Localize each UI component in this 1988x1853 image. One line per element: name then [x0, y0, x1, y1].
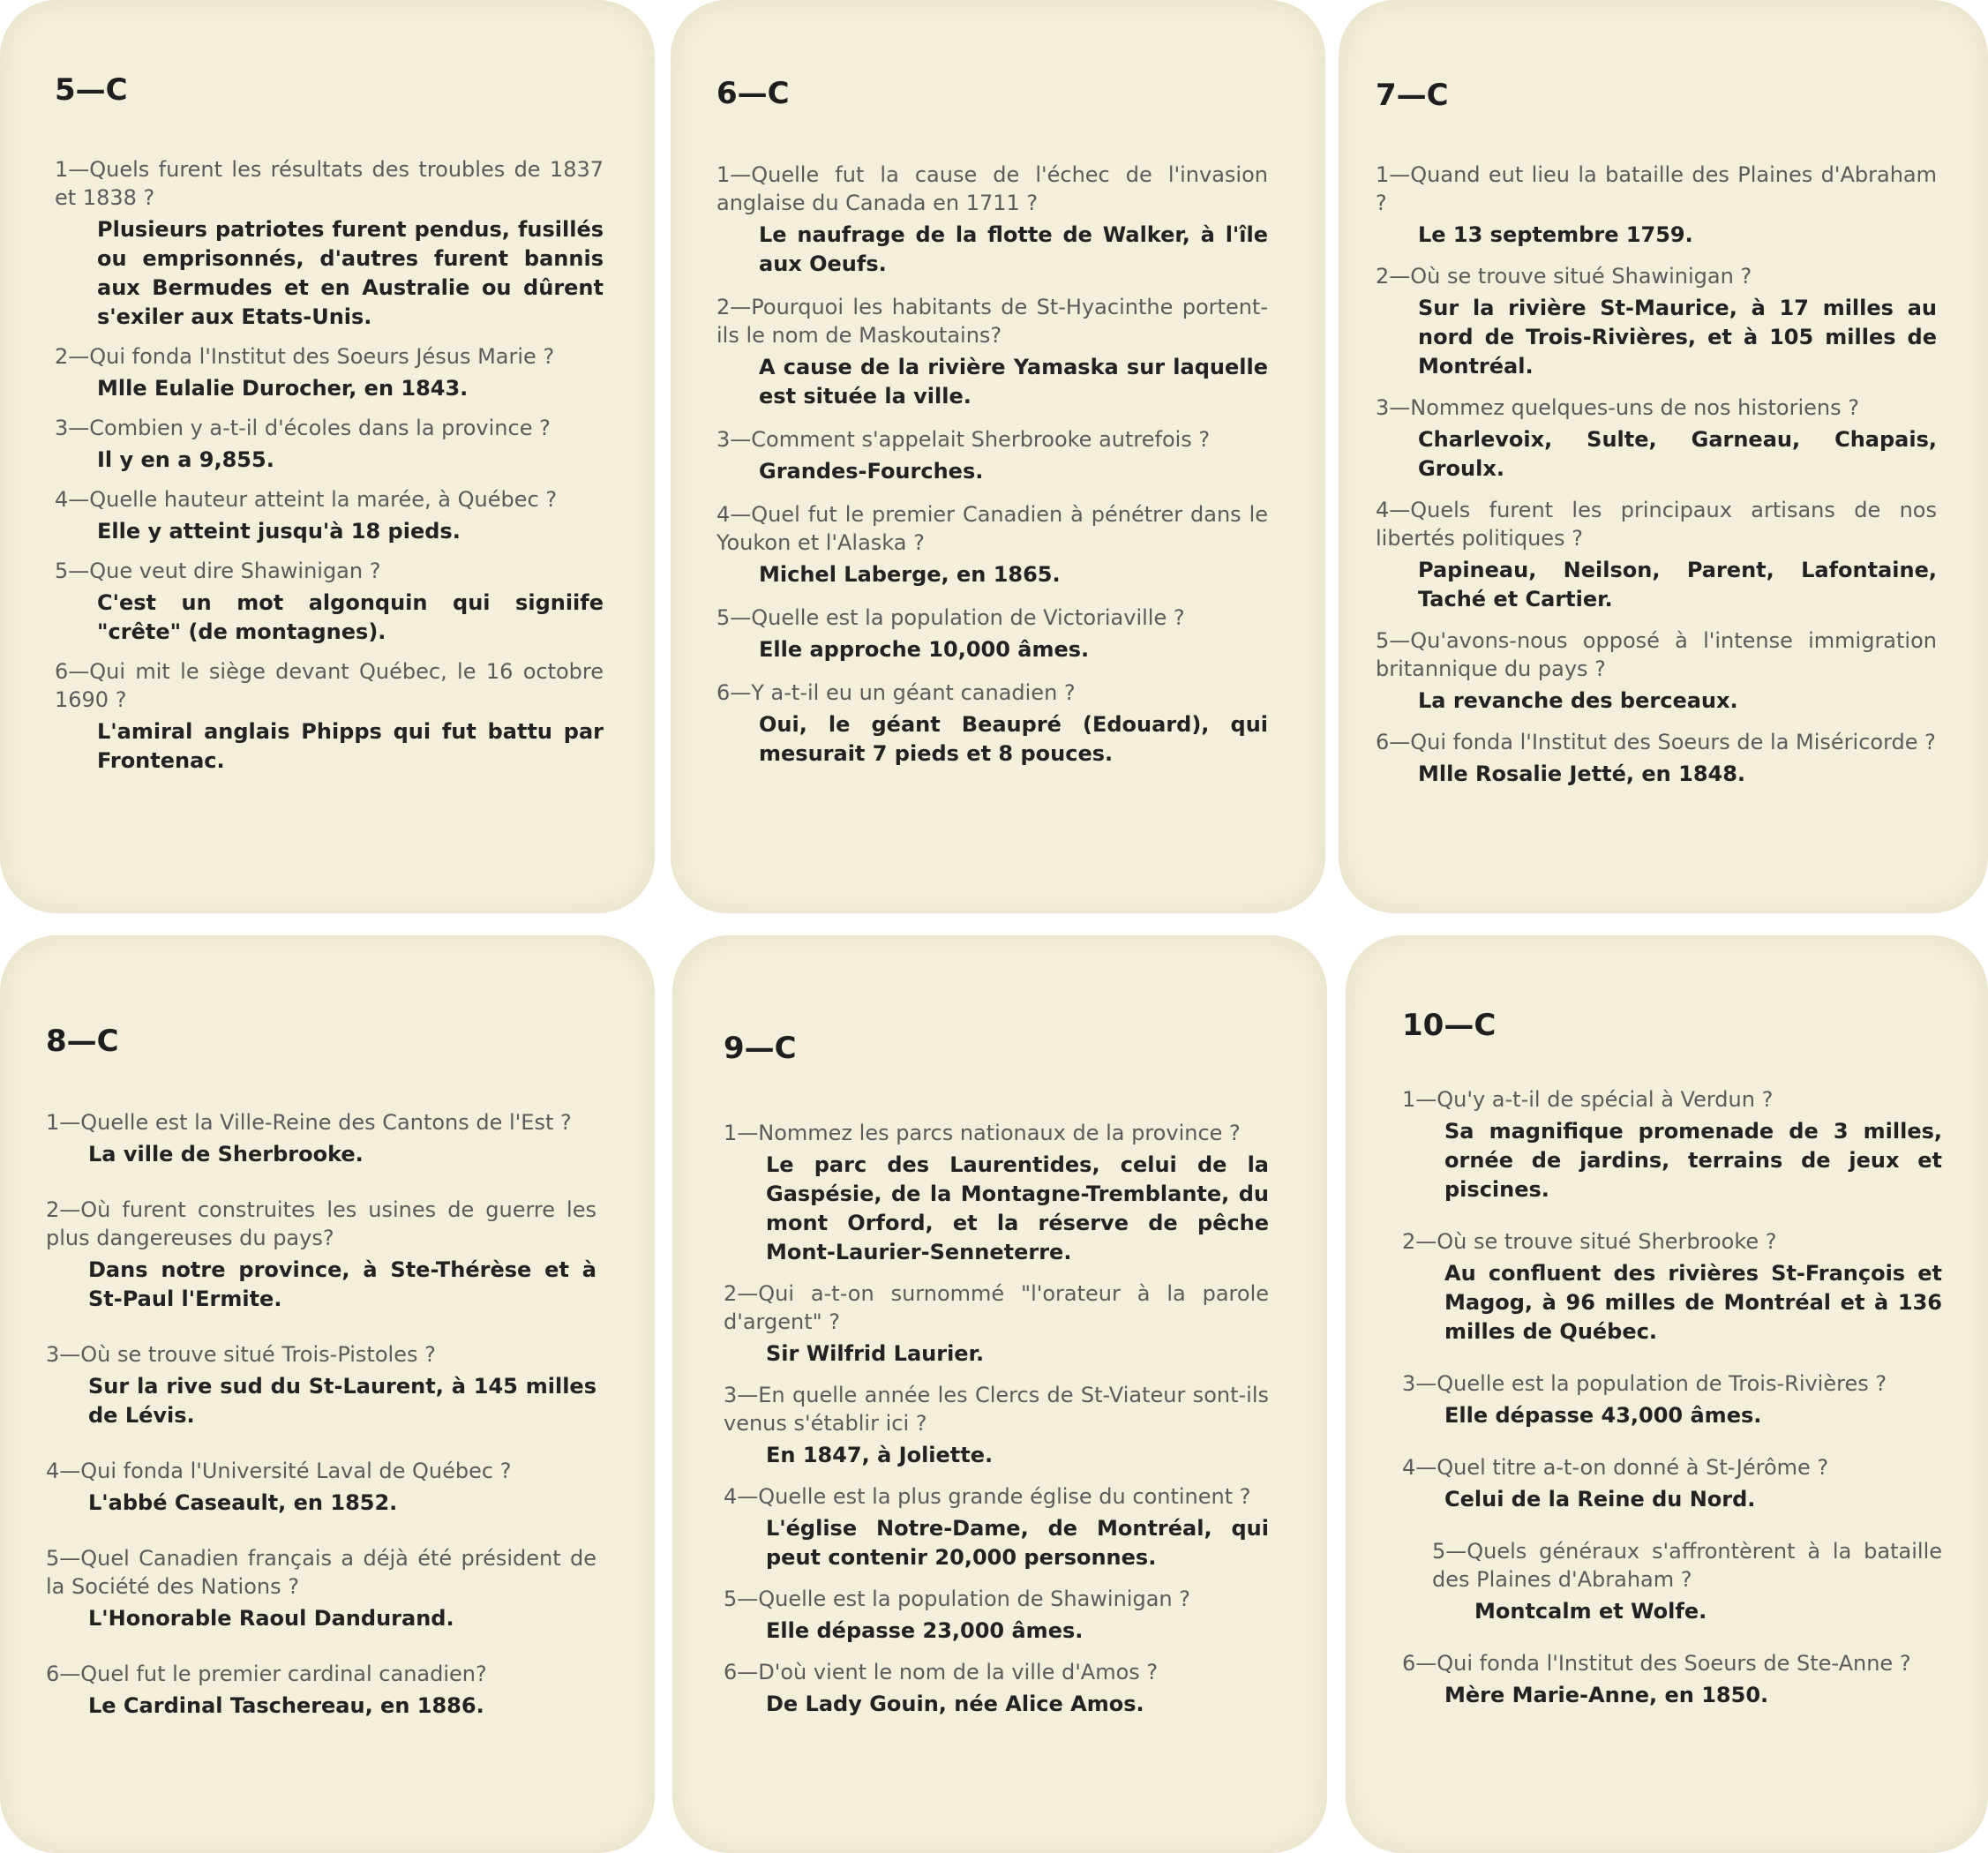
answer: Celui de la Reine du Nord.	[1444, 1487, 1756, 1512]
card-title: 7—C	[1376, 78, 1449, 113]
card-title: 8—C	[46, 1024, 119, 1059]
card-title: 10—C	[1402, 1008, 1497, 1043]
answer: La ville de Sherbrooke.	[88, 1142, 364, 1167]
qa-item	[1376, 262, 1937, 381]
question: 1—Qu'y a-t-il de spécial à Verdun ?	[1402, 1087, 1774, 1112]
qa-item	[716, 161, 1268, 279]
answer: De Lady Gouin, née Alice Amos.	[766, 1692, 1144, 1716]
answer: Il y en a 9,855.	[97, 447, 274, 472]
card-5c	[0, 0, 655, 913]
qa-item	[1402, 1085, 1942, 1204]
question: 5—Que veut dire Shawinigan ?	[55, 559, 381, 583]
qa-item	[1376, 496, 1937, 614]
qa-item	[46, 1196, 596, 1314]
qa-list	[1402, 1085, 1942, 1719]
qa-item	[1402, 1369, 1942, 1430]
qa-item	[724, 1658, 1269, 1719]
qa-item	[46, 1108, 596, 1169]
question: 6—D'où vient le nom de la ville d'Amos ?	[724, 1660, 1159, 1684]
answer: Elle dépasse 23,000 âmes.	[766, 1618, 1084, 1643]
question: 2—Où furent construites les usines de guerre les plus dangereuses du pays?	[46, 1197, 596, 1250]
qa-item	[46, 1457, 596, 1518]
question: 1—Quelle fut la cause de l'échec de l'invasion anglaise du Canada en 1711 ?	[716, 162, 1268, 215]
question: 3—Comment s'appelait Sherbrooke autrefois ?	[716, 427, 1211, 452]
qa-item	[55, 155, 604, 332]
answer: Au confluent des rivières St-François et Magog, à 96 milles de Montréal et à 136 milles de Québec.	[1444, 1261, 1942, 1344]
answer: L'Honorable Raoul Dandurand.	[88, 1606, 454, 1631]
question: 4—Quel fut le premier Canadien à pénétrer dans le Youkon et l'Alaska ?	[716, 502, 1268, 555]
answer: L'amiral anglais Phipps qui fut battu par Frontenac.	[97, 719, 604, 773]
question: 3—Où se trouve situé Trois-Pistoles ?	[46, 1342, 436, 1367]
question: 1—Quand eut lieu la bataille des Plaines d'Abraham ?	[1376, 162, 1937, 215]
qa-item	[46, 1544, 596, 1633]
question: 1—Nommez les parcs nationaux de la province ?	[724, 1121, 1241, 1145]
qa-list	[55, 155, 604, 784]
question: 6—Qui fonda l'Institut des Soeurs de la Miséricorde ?	[1376, 730, 1936, 754]
answer: En 1847, à Joliette.	[766, 1443, 994, 1467]
qa-item	[1402, 1649, 1942, 1710]
qa-item	[1376, 394, 1937, 484]
question: 1—Quelle est la Ville-Reine des Cantons de l'Est ?	[46, 1110, 572, 1135]
question: 2—Pourquoi les habitants de St-Hyacinthe portent-ils le nom de Maskoutains?	[716, 295, 1268, 348]
answer: Elle y atteint jusqu'à 18 pieds.	[97, 519, 461, 544]
qa-item	[1402, 1453, 1942, 1514]
qa-item	[724, 1279, 1269, 1369]
answer: Mlle Rosalie Jetté, en 1848.	[1418, 761, 1746, 786]
question: 4—Quels furent les principaux artisans de nos libertés politiques ?	[1376, 498, 1937, 551]
qa-list	[716, 161, 1268, 777]
question: 5—Quel Canadien français a déjà été président de la Société des Nations ?	[46, 1546, 596, 1599]
question: 4—Qui fonda l'Université Laval de Québec ?	[46, 1459, 512, 1483]
question: 6—Qui mit le siège devant Québec, le 16 octobre 1690 ?	[55, 659, 604, 712]
qa-item	[1376, 161, 1937, 250]
qa-item	[724, 1381, 1269, 1470]
qa-item	[55, 485, 604, 546]
card-title: 9—C	[724, 1031, 797, 1066]
qa-item	[55, 657, 604, 776]
answer: Sa magnifique promenade de 3 milles, ornée de jardins, terrains de jeux et piscines.	[1444, 1119, 1942, 1202]
answer: L'abbé Caseault, en 1852.	[88, 1490, 398, 1515]
qa-item	[716, 500, 1268, 589]
answer: Michel Laberge, en 1865.	[759, 562, 1061, 587]
answer: C'est un mot algonquin qui signiife "crête" (de montagnes).	[97, 590, 604, 644]
question: 5—Quelle est la population de Shawinigan ?	[724, 1587, 1190, 1611]
qa-item	[724, 1482, 1269, 1572]
question: 3—Combien y a-t-il d'écoles dans la province ?	[55, 416, 551, 440]
qa-item	[1402, 1227, 1942, 1347]
answer: Sur la rivière St-Maurice, à 17 milles au nord de Trois-Rivières, et à 105 milles de Montréal.	[1418, 296, 1937, 379]
qa-item	[46, 1340, 596, 1430]
question: 4—Quel titre a-t-on donné à St-Jérôme ?	[1402, 1455, 1829, 1480]
card-10c	[1346, 935, 1988, 1853]
question: 4—Quelle hauteur atteint la marée, à Québec ?	[55, 487, 558, 512]
answer: La revanche des berceaux.	[1418, 688, 1738, 713]
question: 6—Quel fut le premier cardinal canadien?	[46, 1662, 487, 1686]
qa-item	[55, 414, 604, 475]
card-9c	[672, 935, 1327, 1853]
answer: Le parc des Laurentides, celui de la Gaspésie, de la Montagne-Tremblante, du mont Orford, et la réserve de pêche Mont-Laurier-Senneterre.	[766, 1152, 1269, 1264]
question: 5—Quelle est la population de Victoriaville ?	[716, 605, 1185, 630]
answer: A cause de la rivière Yamaska sur laquelle est située la ville.	[759, 355, 1268, 409]
question: 5—Qu'avons-nous opposé à l'intense immigration britannique du pays ?	[1376, 628, 1937, 681]
question: 5—Quels généraux s'affrontèrent à la bataille des Plaines d'Abraham ?	[1432, 1539, 1942, 1592]
qa-item	[724, 1119, 1269, 1267]
answer: L'église Notre-Dame, de Montréal, qui peut contenir 20,000 personnes.	[766, 1516, 1269, 1570]
question: 3—Nommez quelques-uns de nos historiens ?	[1376, 395, 1859, 420]
answer: Oui, le géant Beaupré (Edouard), qui mesurait 7 pieds et 8 pouces.	[759, 712, 1268, 766]
answer: Plusieurs patriotes furent pendus, fusillés ou emprisonnés, d'autres furent bannis aux Bermudes et en Australie ou dûrent s'exiler aux Etats-Unis.	[97, 217, 604, 329]
card-8c	[0, 935, 655, 1853]
answer: Elle dépasse 43,000 âmes.	[1444, 1403, 1762, 1428]
qa-item	[724, 1585, 1269, 1646]
card-title: 5—C	[55, 72, 128, 108]
question: 2—Où se trouve situé Sherbrooke ?	[1402, 1229, 1777, 1254]
question: 1—Quels furent les résultats des troubles de 1837 et 1838 ?	[55, 157, 604, 210]
answer: Le naufrage de la flotte de Walker, à l'île aux Oeufs.	[759, 222, 1268, 276]
answer: Charlevoix, Sulte, Garneau, Chapais, Groulx.	[1418, 427, 1937, 481]
answer: Elle approche 10,000 âmes.	[759, 637, 1090, 662]
answer: Mlle Eulalie Durocher, en 1843.	[97, 376, 469, 401]
answer: Mère Marie-Anne, en 1850.	[1444, 1683, 1769, 1707]
qa-item	[1376, 626, 1937, 716]
qa-item	[55, 342, 604, 403]
question: 2—Où se trouve situé Shawinigan ?	[1376, 264, 1752, 289]
question: 2—Qui fonda l'Institut des Soeurs Jésus Marie ?	[55, 344, 555, 369]
question: 6—Qui fonda l'Institut des Soeurs de Ste-Anne ?	[1402, 1651, 1911, 1676]
qa-item	[716, 604, 1268, 664]
answer: Papineau, Neilson, Parent, Lafontaine, Taché et Cartier.	[1418, 558, 1937, 611]
question: 3—Quelle est la population de Trois-Rivières ?	[1402, 1371, 1887, 1396]
qa-item	[716, 679, 1268, 769]
qa-item	[1432, 1537, 1942, 1626]
answer: Dans notre province, à Ste-Thérèse et à St-Paul l'Ermite.	[88, 1257, 596, 1311]
qa-item	[716, 293, 1268, 411]
question: 3—En quelle année les Clercs de St-Viateur sont-ils venus s'établir ici ?	[724, 1383, 1269, 1436]
card-title: 6—C	[716, 76, 790, 111]
qa-list	[724, 1119, 1269, 1728]
question: 2—Qui a-t-on surnommé "l'orateur à la parole d'argent" ?	[724, 1281, 1269, 1334]
question: 4—Quelle est la plus grande église du continent ?	[724, 1484, 1251, 1509]
question: 6—Y a-t-il eu un géant canadien ?	[716, 680, 1076, 705]
answer: Sir Wilfrid Laurier.	[766, 1341, 985, 1366]
qa-item	[1376, 728, 1937, 789]
answer: Le Cardinal Taschereau, en 1886.	[88, 1693, 484, 1718]
answer: Montcalm et Wolfe.	[1474, 1599, 1707, 1624]
answer: Sur la rive sud du St-Laurent, à 145 milles de Lévis.	[88, 1374, 596, 1428]
card-6c	[671, 0, 1325, 913]
card-7c	[1339, 0, 1988, 913]
qa-item	[46, 1660, 596, 1721]
answer: Le 13 septembre 1759.	[1418, 222, 1693, 247]
qa-item	[55, 557, 604, 647]
answer: Grandes-Fourches.	[759, 459, 984, 484]
qa-list	[46, 1108, 596, 1729]
qa-item	[716, 425, 1268, 486]
qa-list	[1376, 161, 1937, 798]
